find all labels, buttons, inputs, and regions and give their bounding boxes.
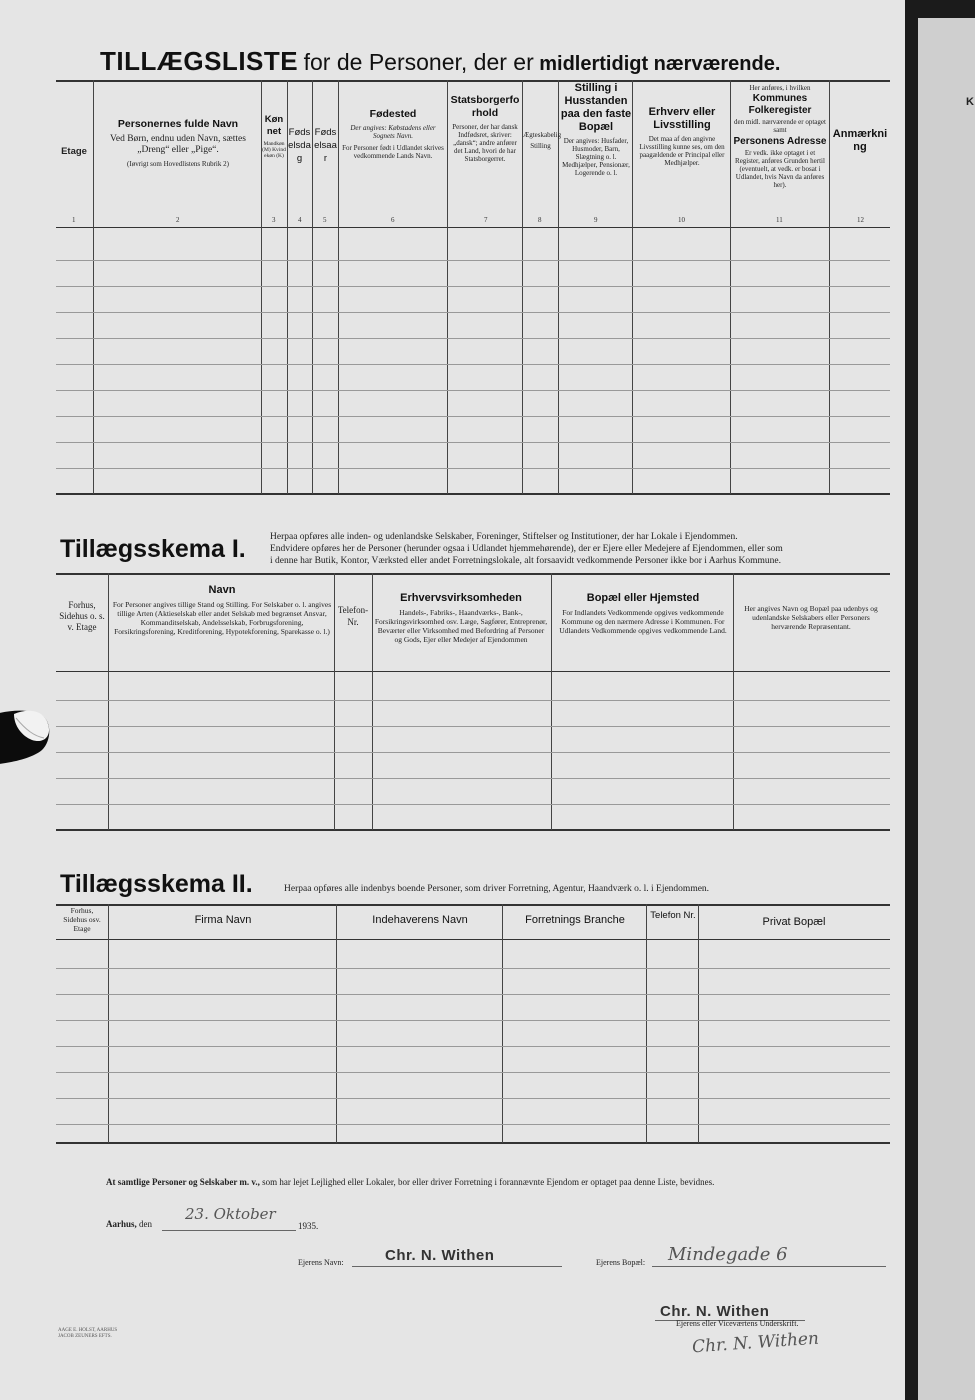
skema2-title: Tillægsskema II.: [60, 870, 253, 898]
skema1-top-border: [56, 573, 890, 575]
form-title: [100, 46, 780, 77]
skema1-desc-line2: Endvidere opføres her de Personer (herunder ogsaa i Udlandet hjemmehørende), der er Ejere eller Medejere af Ejendommen, eller som: [270, 544, 783, 554]
s1-col-navn-note: For Personer angives tillige Stand og Stilling. For Selskaber o. l. angives tillige Arten (Aktieselskab eller andet Selskab med begrænset Ansvar, Kommanditselskab, Andelsselskab, Forbrugsforening, Forsikringsforening, Kreditforening, Hypotekforening, Sparekasse o. l.): [112, 600, 332, 636]
skema2-bottom-border: [56, 1142, 890, 1144]
s2-col-telefon-title: Telefon Nr.: [650, 910, 696, 921]
col-name-note2: (Iøvrigt som Hovedlistens Rubrik 2): [127, 160, 229, 168]
s1-col-bopael-title: Bopæl eller Hjemsted: [586, 592, 700, 604]
thumb-photo-artifact: [0, 700, 68, 770]
title-main: TILLÆGSLISTE: [100, 46, 299, 76]
colnum-10: 10: [678, 216, 685, 224]
skema1-title: Tillægsskema I.: [60, 535, 246, 563]
table1-header-border: [56, 227, 890, 228]
colnum-11: 11: [776, 216, 783, 224]
signature-stamp: Chr. N. Withen: [660, 1303, 770, 1320]
skema1-blank-row-line: [56, 778, 890, 779]
date-handwritten: 23. Oktober: [185, 1205, 276, 1223]
table1-column-divider: [93, 80, 94, 494]
s2-col-firma-title: Firma Navn: [194, 914, 252, 926]
s1-col-repr-header: [740, 604, 882, 631]
table1-blank-row-line: [56, 468, 890, 469]
col-statsborger-header: [450, 94, 520, 163]
skema2-top-border: [56, 904, 890, 906]
skema2-blank-row-line: [56, 1046, 890, 1047]
s1-col-etage-header: [58, 600, 106, 633]
s2-col-branche-header: [504, 914, 646, 927]
table1-blank-row-line: [56, 312, 890, 313]
colnum-6: 6: [391, 216, 395, 224]
owner-address-label: Ejerens Bopæl:: [596, 1258, 646, 1267]
s2-col-etage-header: [58, 906, 106, 933]
s1-col-repr-note: Her angives Navn og Bopæl paa udenbys og udenlandske Selskabers eller Personers herværende Repræsentant.: [744, 604, 878, 631]
col-erhverv-header: [636, 106, 728, 167]
owner-name-label: Ejerens Navn:: [298, 1258, 344, 1267]
colnum-2: 2: [176, 216, 180, 224]
skema2-header-border: [56, 939, 890, 940]
col-name-note: Ved Børn, endnu uden Navn, sættes „Dreng“ eller „Pige“.: [110, 134, 246, 155]
s1-col-navn-header: [112, 584, 332, 636]
col-anmaerkning-header: [832, 128, 888, 157]
skema1-column-divider: [108, 573, 109, 830]
table1-column-divider: [632, 80, 633, 494]
s2-col-etage-title: Forhus, Sidehus osv. Etage: [63, 906, 101, 933]
skema1-desc-line3: i denne har Butik, Kontor, Værksted eller andet Forretningslokale, alt forsaavidt vedkommende Personer ikke bor i Aarhus Kommune.: [270, 556, 782, 566]
s1-col-etage-note: Forhus, Sidehus o. s. v. Etage: [59, 600, 105, 632]
adjacent-page-letter: K: [966, 96, 974, 108]
year-text: 1935.: [298, 1221, 319, 1231]
table1-blank-row-line: [56, 364, 890, 365]
skema1-blank-row-line: [56, 752, 890, 753]
title-bold: midlertidigt nærværende.: [539, 53, 781, 75]
colnum-12: 12: [857, 216, 864, 224]
skema2-blank-row-line: [56, 1124, 890, 1125]
skema1-header-border: [56, 671, 890, 672]
table1-blank-row-line: [56, 286, 890, 287]
table1-blank-row-line: [56, 416, 890, 417]
skema2-blank-row-line: [56, 994, 890, 995]
table1-column-divider: [338, 80, 339, 494]
table1-column-divider: [558, 80, 559, 494]
col-foedested-note2: For Personer født i Udlandet skrives vedkommende Lands Navn.: [342, 144, 444, 160]
col-stilling-header: [560, 82, 632, 177]
col-foedselsaar-header: [313, 126, 338, 168]
owner-name-stamp: Chr. N. Withen: [385, 1247, 495, 1264]
skema1-column-divider: [551, 573, 552, 830]
skema1-blank-row-line: [56, 804, 890, 805]
table1-bottom-border: [56, 493, 890, 495]
signature-label: Ejerens eller Viceværtens Underskrift.: [676, 1319, 799, 1328]
skema2-column-divider: [336, 904, 337, 1143]
col-statsborger-note: Personer, der har dansk Indfødsret, skriver: „dansk“; andre anfører det Land, hvori de har Statsborgerret.: [452, 123, 518, 163]
table1-blank-row-line: [56, 442, 890, 443]
skema1-blank-row-line: [56, 726, 890, 727]
col-foedselsaar-title: Fødselsaar: [314, 127, 337, 164]
col-foedselsdag-title: Fødselsdag: [288, 127, 311, 164]
s1-col-navn-title: Navn: [208, 584, 236, 596]
place-text: Aarhus,: [106, 1219, 137, 1229]
col-foedested-title: Fødested: [369, 108, 417, 120]
owner-name-line: [352, 1266, 562, 1267]
s1-col-bopael-note: For Indlandets Vedkommende opgives vedkommende Kommune og den nærmere Adresse i Kommunen. For Udlandets Vedkommende opgives vedkommende Land.: [559, 608, 727, 635]
colnum-9: 9: [594, 216, 598, 224]
col-stilling-note: Der angives: Husfader, Husmoder, Barn, Slægtning o. l. Medhjælper, Pensionær, Logerende o. l.: [562, 137, 630, 177]
s2-col-indehaver-header: [338, 914, 502, 927]
signature-handwritten: Chr. N. Withen: [691, 1328, 820, 1358]
col-foedested-header: [341, 108, 445, 160]
place-label: [106, 1219, 152, 1229]
title-rest: for de Personer, der er: [303, 49, 534, 75]
col-folkeregister-header: [732, 84, 828, 189]
attestation-line: [106, 1177, 714, 1187]
table1-blank-row-line: [56, 338, 890, 339]
col-etage-header: [56, 146, 92, 157]
skema2-blank-row-line: [56, 1098, 890, 1099]
skema1-column-divider: [372, 573, 373, 830]
col-name-title: Personernes fulde Navn: [117, 118, 239, 130]
s2-col-bopael-title: Privat Bopæl: [762, 916, 826, 928]
table1-blank-row-line: [56, 260, 890, 261]
s1-col-erhverv-title: Erhvervsvirksomheden: [400, 592, 522, 604]
col-anmaerkning-title: Anmærkning: [832, 128, 888, 153]
col-etage-title: Etage: [61, 146, 87, 157]
col-folkeregister-note: Er vedk. ikke optaget i et Register, anføres Grunden hertil (eventuelt, at vedk. er bosat i Udlandet, hvis Navn da anføres her).: [735, 149, 825, 189]
adjacent-page-edge: [918, 18, 975, 1400]
attestation-rest: som har lejet Lejlighed eller Lokaler, bor eller driver Forretning i forannævnte Ejendom er optaget paa denne Liste, bevidnes.: [262, 1177, 715, 1187]
skema2-desc: Herpaa opføres alle indenbys boende Personer, som driver Forretning, Agentur, Haandværk o. l. i Ejendommen.: [284, 884, 710, 894]
s2-col-bopael-header: [700, 916, 888, 929]
col-folkeregister-mid: den midl. nærværende er optaget samt: [734, 118, 826, 134]
skema1-desc-line1: Herpaa opføres alle inden- og udenlandske Selskaber, Foreninger, Stiftelser og Institutioner, der har Lokale i Ejendommen.: [270, 532, 738, 542]
skema1-blank-row-line: [56, 700, 890, 701]
s1-col-erhverv-header: [374, 592, 548, 644]
col-foedselsdag-header: [287, 126, 312, 168]
s2-col-firma-header: [112, 914, 334, 927]
colnum-8: 8: [538, 216, 542, 224]
col-erhverv-note: Det maa af den angivne Livsstilling kunne ses, om den paagældende er Principal eller Medhjælper.: [639, 135, 725, 167]
skema1-column-divider: [334, 573, 335, 830]
colnum-5: 5: [323, 216, 327, 224]
col-folkeregister-title2: Personens Adresse: [733, 136, 827, 147]
colnum-4: 4: [298, 216, 302, 224]
attestation-bold: At samtlige Personer og Selskaber m. v.,: [106, 1177, 260, 1187]
skema2-column-divider: [108, 904, 109, 1143]
date-line: [162, 1230, 296, 1231]
col-folkeregister-pre: Her anføres, i hvilken: [749, 84, 811, 92]
col-erhverv-title: Erhverv eller Livsstilling: [648, 106, 716, 131]
colnum-1: 1: [72, 216, 76, 224]
owner-address-line: [652, 1266, 886, 1267]
col-aegteskab-note: Ægteskabelig Stilling: [523, 131, 562, 150]
table1-column-divider: [447, 80, 448, 494]
col-stilling-title: Stilling i Husstanden paa den faste Bopæl: [560, 82, 632, 133]
skema2-column-divider: [698, 904, 699, 1143]
skema2-column-divider: [502, 904, 503, 1143]
den-text: den: [139, 1219, 153, 1229]
skema2-column-divider: [646, 904, 647, 1143]
col-koen-note: Mandkøn (M) Kvindekøn (K): [262, 141, 286, 159]
table1-column-divider: [829, 80, 830, 494]
col-name-header: [96, 118, 260, 168]
col-folkeregister-title: Kommunes Folkeregister: [748, 93, 812, 116]
colnum-7: 7: [484, 216, 488, 224]
s2-col-branche-title: Forretnings Branche: [525, 914, 625, 926]
col-statsborger-title: Statsborgerforhold: [450, 94, 520, 119]
owner-address-handwritten: Mindegade 6: [668, 1244, 788, 1265]
table1-top-border: [56, 80, 890, 82]
col-foedested-note: Der angives: Købstadens eller Sognets Navn.: [350, 124, 436, 140]
s2-col-telefon-header: [648, 910, 698, 922]
skema2-blank-row-line: [56, 1020, 890, 1021]
colnum-3: 3: [272, 216, 276, 224]
table1-blank-row-line: [56, 390, 890, 391]
table1-column-divider: [730, 80, 731, 494]
printer-mark: AAGE E. HOLST, AARHUS JACOB ZEUNERS EFTS.: [58, 1328, 118, 1339]
col-koen-header: [262, 114, 286, 159]
s1-col-erhverv-note: Handels-, Fabriks-, Haandværks-, Bank-, Forsikringsvirksomhed osv. Læge, Sagfører, Entreprenør, Beværter eller Virksomhed med Befordring af Personer og Gods, Ejer eller Medejer af Ejendommen: [374, 608, 548, 644]
s2-col-indehaver-title: Indehaverens Navn: [372, 914, 468, 926]
s1-col-telefon-header: [337, 604, 369, 628]
skema2-blank-row-line: [56, 968, 890, 969]
skema1-column-divider: [733, 573, 734, 830]
s1-col-bopael-header: [556, 592, 730, 635]
s1-col-telefon-note: Telefon-Nr.: [337, 605, 369, 627]
col-aegteskab-header: [523, 130, 562, 152]
skema1-bottom-border: [56, 829, 890, 831]
skema2-blank-row-line: [56, 1072, 890, 1073]
col-koen-title: Kønnet: [264, 114, 284, 137]
